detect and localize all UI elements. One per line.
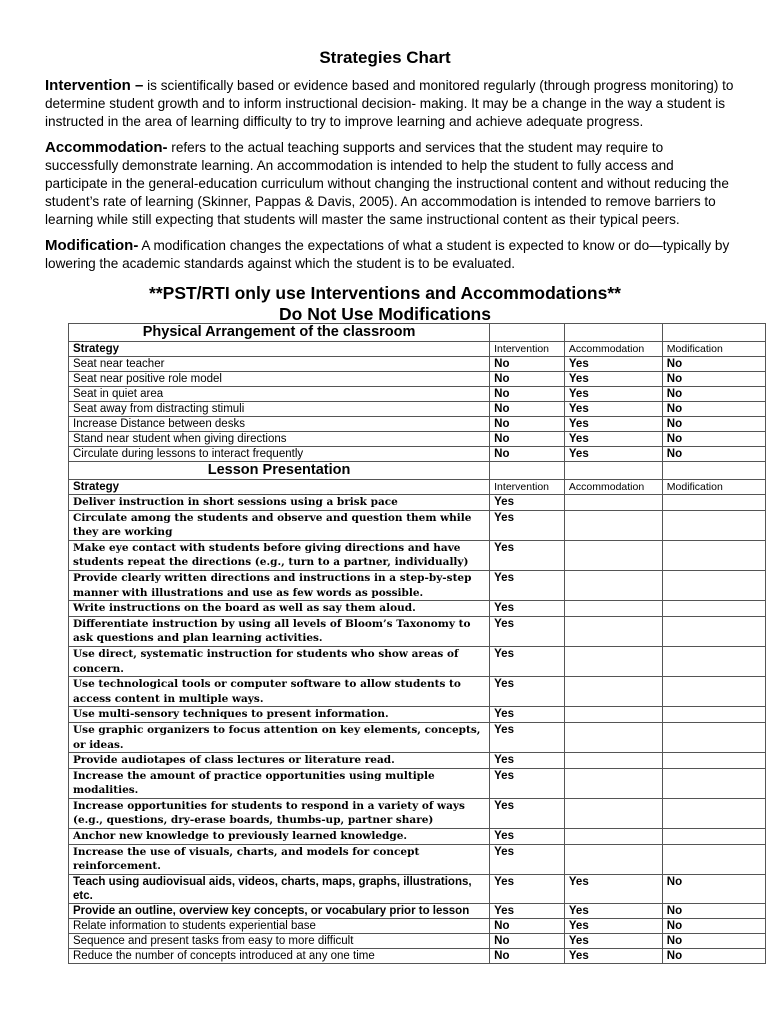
accommodation-cell: Yes (564, 387, 662, 402)
strategy-cell: Circulate during lessons to interact frequently (69, 447, 490, 462)
accommodation-cell (564, 844, 662, 874)
accommodation-cell (564, 829, 662, 845)
table-row (69, 768, 766, 798)
table-row (69, 570, 766, 600)
modification-cell: No (662, 948, 765, 963)
intervention-cell: Yes (490, 753, 565, 769)
accommodation-cell (564, 616, 662, 646)
intervention-cell: Yes (490, 798, 565, 828)
accommodation-cell (564, 540, 662, 570)
intervention-header: Intervention (490, 342, 565, 357)
table-row (69, 447, 766, 462)
modification-cell (662, 798, 765, 828)
accommodation-cell (564, 510, 662, 540)
strategy-cell: Deliver instruction in short sessions using a brisk pace (69, 495, 490, 511)
table-row (69, 387, 766, 402)
strategy-cell: Seat in quiet area (69, 387, 490, 402)
table-row (69, 874, 766, 903)
definition-term: Modification- (45, 237, 139, 254)
intervention-cell: Yes (490, 844, 565, 874)
empty-cell (490, 462, 565, 480)
strategy-cell: Reduce the number of concepts introduced at any one time (69, 948, 490, 963)
modification-cell: No (662, 387, 765, 402)
modification-cell (662, 495, 765, 511)
empty-cell (662, 324, 765, 342)
table-row (69, 844, 766, 874)
empty-cell (564, 324, 662, 342)
accommodation-cell (564, 753, 662, 769)
modification-cell: No (662, 417, 765, 432)
strategy-cell: Anchor new knowledge to previously learned knowledge. (69, 829, 490, 845)
accommodation-cell (564, 570, 662, 600)
table-row (69, 495, 766, 511)
section-title: Lesson Presentation (69, 462, 490, 480)
modification-cell (662, 722, 765, 752)
intervention-cell: Yes (490, 722, 565, 752)
intervention-cell: Yes (490, 646, 565, 676)
strategy-cell: Write instructions on the board as well as say them aloud. (69, 601, 490, 617)
modification-cell: No (662, 357, 765, 372)
strategy-cell: Provide audiotapes of class lectures or literature read. (69, 753, 490, 769)
intervention-cell: No (490, 372, 565, 387)
definition-accommodation (45, 139, 735, 229)
table-row (69, 933, 766, 948)
accommodation-header: Accommodation (564, 480, 662, 495)
banner-line-1: **PST/RTI only use Interventions and Accommodations** (149, 283, 621, 303)
strategy-cell: Use multi-sensory techniques to present information. (69, 707, 490, 723)
definition-term: Accommodation- (45, 139, 168, 156)
modification-cell: No (662, 874, 765, 903)
intervention-cell: No (490, 432, 565, 447)
section-title-row (69, 324, 766, 342)
table-row (69, 616, 766, 646)
table-row (69, 432, 766, 447)
table-row (69, 918, 766, 933)
strategy-cell: Provide clearly written directions and instructions in a step-by-step manner with illustrations and use as few words as possible. (69, 570, 490, 600)
definition-text: refers to the actual teaching supports and services that the student may require to successfully demonstrate learning. An accommodation is intended to help the student to fully access and participate in the general-education curriculum without changing the instructional content and without reducing the student’s rate of learning (Skinner, Pappas & Davis, 2005). An accommodation is intended to remove barriers to learning while still expecting that students will master the same instructional content as their typical peers. (45, 140, 729, 227)
strategy-cell: Increase Distance between desks (69, 417, 490, 432)
intervention-cell: No (490, 357, 565, 372)
intervention-cell: No (490, 387, 565, 402)
intervention-cell: No (490, 918, 565, 933)
table-row (69, 510, 766, 540)
table-row (69, 677, 766, 707)
empty-cell (490, 324, 565, 342)
table-row (69, 753, 766, 769)
intervention-cell: No (490, 447, 565, 462)
accommodation-header: Accommodation (564, 342, 662, 357)
accommodation-cell: Yes (564, 948, 662, 963)
intervention-cell: Yes (490, 707, 565, 723)
modification-cell (662, 601, 765, 617)
table-row (69, 357, 766, 372)
intervention-cell: Yes (490, 495, 565, 511)
accommodation-cell: Yes (564, 918, 662, 933)
definition-intervention (45, 77, 735, 131)
accommodation-cell: Yes (564, 903, 662, 918)
strategy-cell: Provide an outline, overview key concepts, or vocabulary prior to lesson (69, 903, 490, 918)
intervention-cell: Yes (490, 829, 565, 845)
strategy-cell: Stand near student when giving directions (69, 432, 490, 447)
modification-cell: No (662, 933, 765, 948)
accommodation-cell (564, 495, 662, 511)
modification-cell (662, 540, 765, 570)
modification-cell: No (662, 903, 765, 918)
table-row (69, 948, 766, 963)
strategy-cell: Use technological tools or computer software to allow students to access content in multiple ways. (69, 677, 490, 707)
table-row (69, 601, 766, 617)
modification-cell (662, 616, 765, 646)
table-row (69, 372, 766, 387)
modification-cell (662, 646, 765, 676)
table-row (69, 402, 766, 417)
accommodation-cell: Yes (564, 357, 662, 372)
modification-cell (662, 753, 765, 769)
intervention-cell: Yes (490, 616, 565, 646)
strategy-header: Strategy (69, 342, 490, 357)
intervention-cell: No (490, 417, 565, 432)
modification-header: Modification (662, 342, 765, 357)
strategy-cell: Seat away from distracting stimuli (69, 402, 490, 417)
table-row (69, 798, 766, 828)
strategies-table (68, 323, 766, 964)
modification-cell (662, 570, 765, 600)
strategy-cell: Differentiate instruction by using all levels of Bloom’s Taxonomy to ask questions and plan learning activities. (69, 616, 490, 646)
table-row (69, 722, 766, 752)
table-row (69, 707, 766, 723)
strategy-cell: Sequence and present tasks from easy to more difficult (69, 933, 490, 948)
table-row (69, 903, 766, 918)
accommodation-cell (564, 768, 662, 798)
empty-cell (662, 462, 765, 480)
intervention-cell: Yes (490, 601, 565, 617)
section-title: Physical Arrangement of the classroom (69, 324, 490, 342)
modification-cell: No (662, 447, 765, 462)
accommodation-cell: Yes (564, 874, 662, 903)
strategy-cell: Seat near teacher (69, 357, 490, 372)
intervention-cell: Yes (490, 768, 565, 798)
accommodation-cell: Yes (564, 447, 662, 462)
accommodation-cell (564, 722, 662, 752)
intervention-cell: No (490, 402, 565, 417)
header-row (69, 342, 766, 357)
modification-cell (662, 768, 765, 798)
table-row (69, 540, 766, 570)
strategy-cell: Relate information to students experiential base (69, 918, 490, 933)
accommodation-cell: Yes (564, 402, 662, 417)
definition-term: Intervention – (45, 77, 144, 94)
strategy-cell: Circulate among the students and observe and question them while they are working (69, 510, 490, 540)
modification-header: Modification (662, 480, 765, 495)
table-row (69, 646, 766, 676)
intervention-cell: Yes (490, 903, 565, 918)
strategy-cell: Increase the amount of practice opportunities using multiple modalities. (69, 768, 490, 798)
strategy-cell: Seat near positive role model (69, 372, 490, 387)
accommodation-cell (564, 646, 662, 676)
accommodation-cell: Yes (564, 417, 662, 432)
intervention-cell: Yes (490, 677, 565, 707)
intervention-cell: Yes (490, 570, 565, 600)
modification-cell (662, 707, 765, 723)
modification-cell: No (662, 372, 765, 387)
intervention-cell: No (490, 933, 565, 948)
modification-cell (662, 677, 765, 707)
modification-cell: No (662, 918, 765, 933)
accommodation-cell (564, 677, 662, 707)
page-title: Strategies Chart (319, 48, 451, 67)
modification-cell (662, 829, 765, 845)
strategy-cell: Use direct, systematic instruction for students who show areas of concern. (69, 646, 490, 676)
banner-line-2: Do Not Use Modifications (279, 304, 491, 324)
table-row (69, 417, 766, 432)
accommodation-cell: Yes (564, 372, 662, 387)
strategy-cell: Increase the use of visuals, charts, and models for concept reinforcement. (69, 844, 490, 874)
definition-text: A modification changes the expectations of what a student is expected to know or do—typically by lowering the academic standards against which the student is to be evaluated. (45, 238, 730, 271)
modification-cell: No (662, 402, 765, 417)
table-row (69, 829, 766, 845)
strategy-cell: Use graphic organizers to focus attention on key elements, concepts, or ideas. (69, 722, 490, 752)
modification-cell: No (662, 432, 765, 447)
definition-modification (45, 237, 735, 273)
strategy-header: Strategy (69, 480, 490, 495)
accommodation-cell: Yes (564, 933, 662, 948)
intervention-cell: Yes (490, 510, 565, 540)
strategy-cell: Make eye contact with students before giving directions and have students repeat the directions (e.g., turn to a partner, individually) (69, 540, 490, 570)
intervention-header: Intervention (490, 480, 565, 495)
intervention-cell: Yes (490, 874, 565, 903)
modification-cell (662, 510, 765, 540)
intervention-cell: No (490, 948, 565, 963)
strategy-cell: Teach using audiovisual aids, videos, charts, maps, graphs, illustrations, etc. (69, 874, 490, 903)
accommodation-cell: Yes (564, 432, 662, 447)
modification-cell (662, 844, 765, 874)
accommodation-cell (564, 707, 662, 723)
definition-text: is scientifically based or evidence based and monitored regularly (through progress monitoring) to determine student growth and to inform instructional decision- making. It may be a change in the way a student is instructed in the area of learning difficulty to try to improve learning and achieve adequate progress. (45, 78, 734, 129)
accommodation-cell (564, 601, 662, 617)
empty-cell (564, 462, 662, 480)
section-title-row (69, 462, 766, 480)
accommodation-cell (564, 798, 662, 828)
strategy-cell: Increase opportunities for students to respond in a variety of ways (e.g., questions, dry-erase boards, thumbs-up, partner share) (69, 798, 490, 828)
intervention-cell: Yes (490, 540, 565, 570)
header-row (69, 480, 766, 495)
